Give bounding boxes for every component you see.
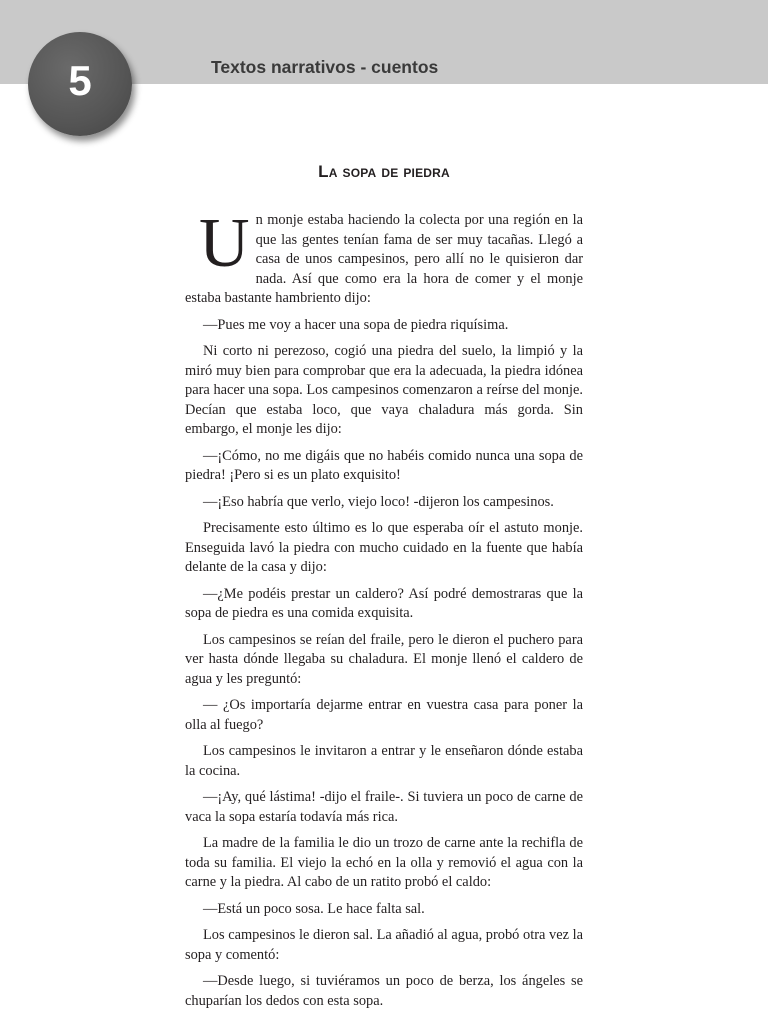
story-title: La sopa de piedra bbox=[318, 162, 450, 181]
story-paragraph: —¿Me podéis prestar un caldero? Así podré demostraras que la sopa de piedra es una comida exquisita. bbox=[185, 585, 583, 621]
story-paragraph bbox=[185, 205, 583, 309]
story-paragraph: —¡Eso habría que verlo, viejo loco! -dijeron los campesinos. bbox=[203, 493, 554, 510]
chapter-badge bbox=[28, 32, 132, 136]
story-paragraph: —Está un poco sosa. Le hace falta sal. bbox=[203, 900, 425, 917]
story-paragraph: —Desde luego, si tuviéramos un poco de berza, los ángeles se chuparían los dedos con esta sopa. bbox=[185, 973, 583, 1009]
first-paragraph-text: n monje estaba haciendo la colecta por una región en la que las gentes tenían fama de ser muy tacañas. Llegó a casa de unos campesinos, pero allí no le quisieron dar nada. Así que como era la hora de comer y el monje estaba bastante hambriento dijo: bbox=[185, 212, 583, 306]
story-paragraph: Precisamente esto último es lo que esperaba oír el astuto monje. Enseguida lavó la piedra con mucho cuidado en la fuente que había delante de la casa y dijo: bbox=[185, 520, 583, 575]
story-paragraph: La madre de la familia le dio un trozo de carne ante la rechifla de toda su familia. El viejo la echó en la olla y removió el agua con la carne y la piedra. Al cabo de un ratito probó el caldo: bbox=[185, 835, 583, 890]
story-paragraph: Los campesinos se reían del fraile, pero le dieron el puchero para ver hasta dónde llegaba su chaladura. El monje llenó el caldero de agua y les preguntó: bbox=[185, 631, 583, 687]
story-paragraph: Ni corto ni perezoso, cogió una piedra del suelo, la limpió y la miró muy bien para comprobar que era la adecuada, la piedra idónea para hacer una sopa. Los campesinos comenzaron a reírse del monje. Decían que estaba loco, que vaya chaladura más gorda. Sin embargo, el monje les dijo: bbox=[185, 343, 583, 437]
story-body bbox=[185, 205, 583, 1018]
story-paragraph: Los campesinos le dieron sal. La añadió al agua, probó otra vez la sopa y comentó: bbox=[185, 927, 583, 963]
story-paragraph: Los campesinos le invitaron a entrar y le enseñaron dónde estaba la cocina. bbox=[185, 743, 583, 779]
story-paragraph: —Pues me voy a hacer una sopa de piedra riquísima. bbox=[203, 316, 509, 333]
chapter-number: 5 bbox=[68, 57, 92, 104]
story-paragraph: —¡Ay, qué lástima! -dijo el fraile-. Si tuviera un poco de carne de vaca la sopa estaría todavía más rica. bbox=[185, 789, 583, 825]
section-title: Textos narrativos - cuentos bbox=[211, 57, 439, 77]
dropcap: U bbox=[199, 205, 250, 282]
story-paragraph: —¡Cómo, no me digáis que no habéis comido nunca una sopa de piedra! ¡Pero si es un plato exquisito! bbox=[185, 447, 583, 483]
story-paragraph: — ¿Os importaría dejarme entrar en vuestra casa para poner la olla al fuego? bbox=[185, 697, 583, 733]
